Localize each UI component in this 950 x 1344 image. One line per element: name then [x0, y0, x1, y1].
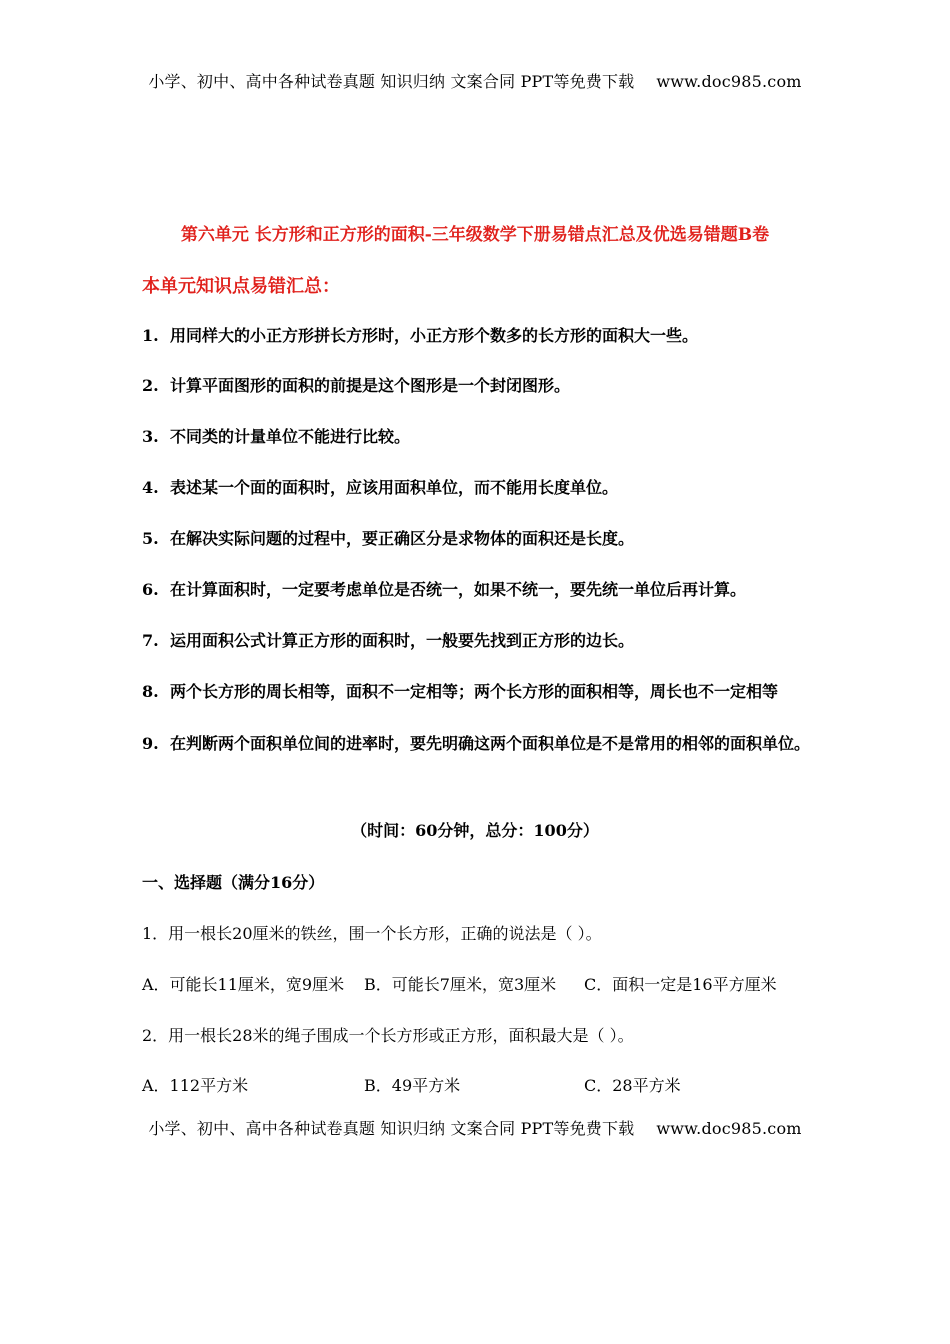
page-header: [0, 69, 950, 92]
header-site: www.doc985.com: [656, 72, 802, 91]
knowledge-point: [142, 368, 812, 404]
footer-site: www.doc985.com: [656, 1119, 802, 1138]
question-1-option-b[interactable]: B．可能长7厘米，宽3厘米: [364, 975, 557, 994]
knowledge-point: [142, 521, 812, 557]
knowledge-point: [142, 725, 812, 762]
knowledge-point-number: 6.: [142, 580, 159, 599]
document-title: 第六单元 长方形和正方形的面积-三年级数学下册易错点汇总及优选易错题B卷: [180, 225, 770, 245]
knowledge-point: [142, 623, 812, 659]
knowledge-point-number: 4.: [142, 478, 159, 497]
question-2: 2．用一根长28米的绳子围成一个长方形或正方形，面积最大是（ ）。: [142, 1026, 634, 1045]
knowledge-point-text: 在判断两个面积单位间的进率时，要先明确这两个面积单位是不是常用的相邻的面积单位。: [170, 734, 811, 753]
footer-text: 小学、初中、高中各种试卷真题 知识归纳 文案合同 PPT等免费下载: [148, 1119, 635, 1138]
section-subtitle: 本单元知识点易错汇总：: [142, 276, 340, 297]
question-1: 1．用一根长20厘米的铁丝，围一个长方形，正确的说法是（ ）。: [142, 924, 602, 943]
section-heading: 一、选择题（满分16分）: [142, 873, 325, 892]
knowledge-point-number: 2.: [142, 376, 159, 395]
question-1-option-c[interactable]: C．面积一定是16平方厘米: [584, 975, 777, 994]
knowledge-point-number: 1.: [142, 326, 159, 345]
knowledge-point-text: 运用面积公式计算正方形的面积时，一般要先找到正方形的边长。: [170, 631, 635, 650]
knowledge-point: [142, 674, 812, 710]
knowledge-point-number: 8.: [142, 682, 159, 701]
header-text: 小学、初中、高中各种试卷真题 知识归纳 文案合同 PPT等免费下载: [148, 72, 635, 91]
exam-time-info: （时间：60分钟，总分：100分）: [351, 821, 599, 840]
knowledge-point-text: 两个长方形的周长相等，面积不一定相等；两个长方形的面积相等，周长也不一定相等: [170, 682, 779, 701]
page-footer: [0, 1116, 950, 1139]
question-2-option-a[interactable]: A．112平方米: [142, 1076, 249, 1095]
question-1-option-a[interactable]: A．可能长11厘米，宽9厘米: [142, 975, 345, 994]
question-2-option-c[interactable]: C．28平方米: [584, 1076, 681, 1095]
knowledge-point-text: 不同类的计量单位不能进行比较。: [170, 427, 411, 446]
knowledge-point-number: 7.: [142, 631, 159, 650]
knowledge-point-number: 3.: [142, 427, 159, 446]
knowledge-point-number: 5.: [142, 529, 159, 548]
knowledge-point-text: 表述某一个面的面积时，应该用面积单位，而不能用长度单位。: [170, 478, 619, 497]
knowledge-point: [142, 470, 812, 506]
knowledge-point-text: 计算平面图形的面积的前提是这个图形是一个封闭图形。: [170, 376, 571, 395]
knowledge-point: [142, 572, 812, 608]
knowledge-point-text: 在解决实际问题的过程中，要正确区分是求物体的面积还是长度。: [170, 529, 635, 548]
knowledge-point: [142, 419, 812, 455]
knowledge-point-text: 在计算面积时，一定要考虑单位是否统一，如果不统一，要先统一单位后再计算。: [170, 580, 747, 599]
question-2-option-b[interactable]: B．49平方米: [364, 1076, 461, 1095]
knowledge-point-text: 用同样大的小正方形拼长方形时，小正方形个数多的长方形的面积大一些。: [170, 326, 699, 345]
knowledge-point: [142, 318, 812, 354]
knowledge-point-number: 9.: [142, 734, 159, 753]
